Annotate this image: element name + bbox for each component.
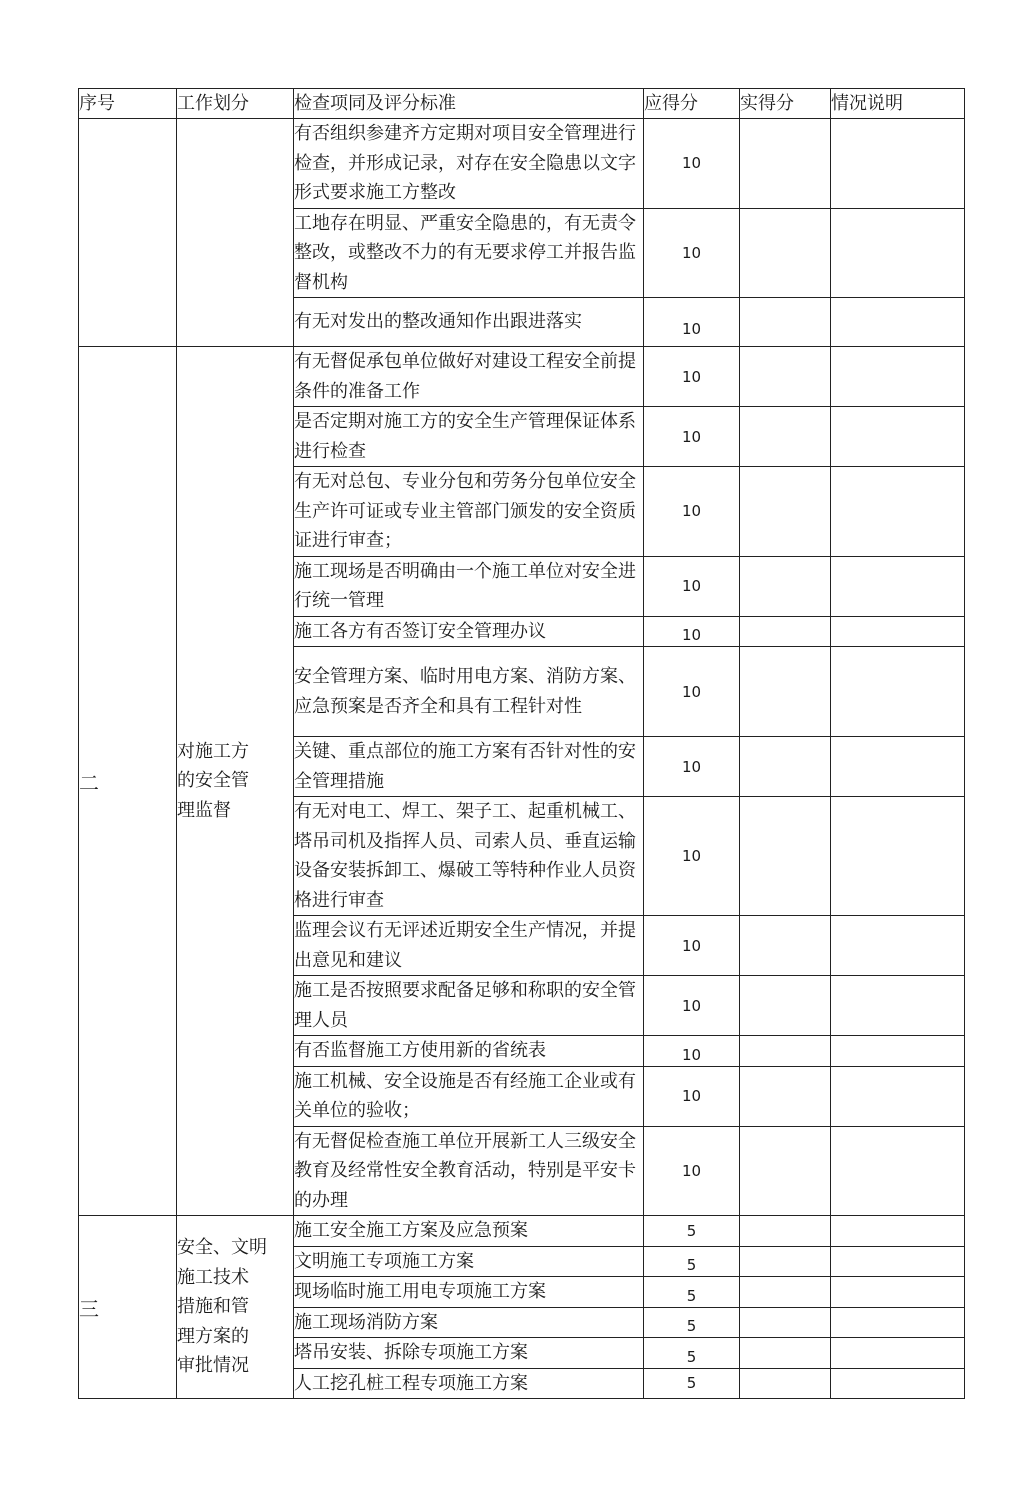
item-text: 人工挖孔桩工程专项施工方案 (294, 1368, 644, 1399)
item-score: 10 (644, 119, 740, 209)
item-text: 工地存在明显、严重安全隐患的，有无责令整改，或整改不力的有无要求停工并报告监督机构 (294, 208, 644, 298)
item-score: 10 (644, 407, 740, 467)
table-row (79, 119, 965, 209)
remarks-cell (831, 1246, 965, 1277)
remarks-cell (831, 797, 965, 916)
remarks-cell (831, 647, 965, 737)
item-text: 施工各方有否签订安全管理办议 (294, 616, 644, 647)
category-line: 理监督 (177, 799, 231, 821)
actual-score-cell (740, 208, 831, 298)
remarks-cell (831, 737, 965, 797)
item-score: 5 (644, 1307, 740, 1338)
item-text: 有无督促承包单位做好对建设工程安全前提条件的准备工作 (294, 347, 644, 407)
item-score: 10 (644, 1126, 740, 1216)
item-score: 5 (644, 1246, 740, 1277)
item-text: 施工安全施工方案及应急预案 (294, 1216, 644, 1247)
group-seq-cell (79, 119, 177, 347)
group-category-cell (177, 1216, 294, 1399)
header-row (79, 89, 965, 119)
remarks-cell (831, 916, 965, 976)
actual-score-cell (740, 797, 831, 916)
item-text: 有无督促检查施工单位开展新工人三级安全教育及经常性安全教育活动，特别是平安卡的办理 (294, 1126, 644, 1216)
item-score: 10 (644, 1066, 740, 1126)
remarks-cell (831, 1036, 965, 1067)
actual-score-cell (740, 1066, 831, 1126)
item-score: 10 (644, 976, 740, 1036)
item-text: 现场临时施工用电专项施工方案 (294, 1277, 644, 1308)
header-remarks: 情况说明 (831, 89, 965, 119)
item-text: 文明施工专项施工方案 (294, 1246, 644, 1277)
item-score: 5 (644, 1277, 740, 1308)
category-line: 审批情况 (177, 1355, 249, 1377)
table-row (79, 1216, 965, 1247)
remarks-cell (831, 1338, 965, 1369)
actual-score-cell (740, 1368, 831, 1399)
item-text: 施工是否按照要求配备足够和称职的安全管理人员 (294, 976, 644, 1036)
group-category-cell (177, 119, 294, 347)
group-category-cell (177, 347, 294, 1216)
header-check-items: 检查项同及评分标准 (294, 89, 644, 119)
item-score: 10 (644, 208, 740, 298)
item-text: 是否定期对施工方的安全生产管理保证体系进行检查 (294, 407, 644, 467)
actual-score-cell (740, 1036, 831, 1067)
group-seq-cell: 三 (79, 1216, 177, 1399)
actual-score-cell (740, 1338, 831, 1369)
category-line: 的安全管 (177, 770, 249, 792)
remarks-cell (831, 616, 965, 647)
remarks-cell (831, 1368, 965, 1399)
category-line: 理方案的 (177, 1325, 249, 1347)
remarks-cell (831, 347, 965, 407)
actual-score-cell (740, 467, 831, 557)
item-text: 安全管理方案、临时用电方案、消防方案、应急预案是否齐全和具有工程针对性 (294, 647, 644, 737)
item-text: 有无对发出的整改通知作出跟进落实 (294, 298, 644, 347)
item-text: 监理会议冇无评述近期安全生产情况，并提出意见和建议 (294, 916, 644, 976)
safety-checklist-table (78, 88, 965, 1399)
actual-score-cell (740, 119, 831, 209)
header-seq: 序号 (79, 89, 177, 119)
remarks-cell (831, 1126, 965, 1216)
actual-score-cell (740, 1307, 831, 1338)
item-text: 有否监督施工方使用新的省统表 (294, 1036, 644, 1067)
item-text: 有无对电工、焊工、架子工、起重机械工、塔吊司机及指挥人员、司索人员、垂直运输设备安装拆卸工、爆破工等特种作业人员资格进行审查 (294, 797, 644, 916)
item-text: 有无对总包、专业分包和劳务分包单位安全生产许可证或专业主管部门颁发的安全资质证进行审查； (294, 467, 644, 557)
remarks-cell (831, 1216, 965, 1247)
item-score: 10 (644, 347, 740, 407)
actual-score-cell (740, 916, 831, 976)
remarks-cell (831, 1277, 965, 1308)
item-text: 关键、重点部位的施工方案有否针对性的安全管理措施 (294, 737, 644, 797)
header-due-score: 应得分 (644, 89, 740, 119)
item-score: 10 (644, 556, 740, 616)
actual-score-cell (740, 647, 831, 737)
actual-score-cell (740, 976, 831, 1036)
item-score: 10 (644, 467, 740, 557)
remarks-cell (831, 407, 965, 467)
item-score: 10 (644, 647, 740, 737)
item-text: 施工机械、安全设施是否有经施工企业或有关单位的验收； (294, 1066, 644, 1126)
category-line: 对施工方 (177, 740, 249, 762)
actual-score-cell (740, 556, 831, 616)
item-score: 5 (644, 1338, 740, 1369)
category-line: 措施和管 (177, 1296, 249, 1318)
actual-score-cell (740, 347, 831, 407)
item-text: 施工现场消防方案 (294, 1307, 644, 1338)
remarks-cell (831, 976, 965, 1036)
actual-score-cell (740, 407, 831, 467)
item-text: 塔吊安装、拆除专项施工方案 (294, 1338, 644, 1369)
header-work-division: 工作划分 (177, 89, 294, 119)
item-score: 10 (644, 797, 740, 916)
item-score: 10 (644, 916, 740, 976)
actual-score-cell (740, 1277, 831, 1308)
table-row (79, 347, 965, 407)
header-actual-score: 实得分 (740, 89, 831, 119)
item-score: 10 (644, 1036, 740, 1067)
remarks-cell (831, 119, 965, 209)
actual-score-cell (740, 1246, 831, 1277)
actual-score-cell (740, 298, 831, 347)
category-line: 施工技术 (177, 1266, 249, 1288)
actual-score-cell (740, 737, 831, 797)
group-seq-cell: 二 (79, 347, 177, 1216)
item-score: 10 (644, 737, 740, 797)
item-score: 10 (644, 298, 740, 347)
remarks-cell (831, 208, 965, 298)
item-score: 5 (644, 1216, 740, 1247)
item-score: 5 (644, 1368, 740, 1399)
actual-score-cell (740, 1216, 831, 1247)
actual-score-cell (740, 1126, 831, 1216)
remarks-cell (831, 1066, 965, 1126)
category-line: 安全、文明 (177, 1237, 267, 1259)
remarks-cell (831, 298, 965, 347)
item-score: 10 (644, 616, 740, 647)
remarks-cell (831, 1307, 965, 1338)
remarks-cell (831, 556, 965, 616)
actual-score-cell (740, 616, 831, 647)
item-text: 施工现场是否明确由一个施工单位对安全进行统一管理 (294, 556, 644, 616)
item-text: 有否组织参建齐方定期对项目安全管理进行检查，并形成记录，对存在安全隐患以文字形式要求施工方整改 (294, 119, 644, 209)
remarks-cell (831, 467, 965, 557)
